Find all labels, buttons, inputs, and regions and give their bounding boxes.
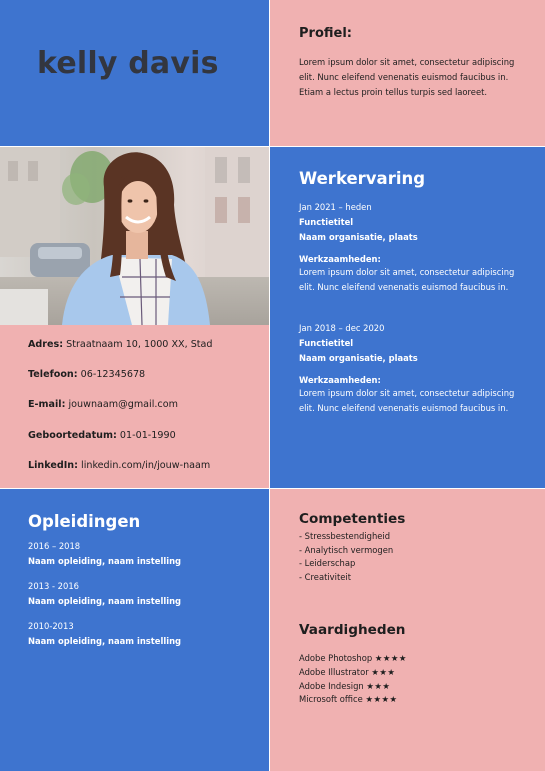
work-experience-section <box>270 147 545 488</box>
job-duties-label: Werkzaamheden: <box>299 375 381 385</box>
competency-item: - Creativiteit <box>299 571 352 582</box>
work-title: Werkervaring <box>299 169 426 188</box>
contact-label: Geboortedatum: <box>28 429 117 441</box>
skills-section <box>270 489 545 771</box>
contact-value: Straatnaam 10, 1000 XX, Stad <box>66 339 213 350</box>
education-section <box>0 489 269 771</box>
education-name: Naam opleiding, naam instelling <box>28 635 182 646</box>
job-function: Functietitel <box>299 338 354 348</box>
contact-section <box>0 325 269 488</box>
skill-rating-stars: ★★★★ <box>374 653 407 664</box>
contact-value: 06-12345678 <box>80 369 146 381</box>
skill-name: Adobe Indesign <box>299 680 364 691</box>
contact-email <box>28 399 269 429</box>
competency-item: - Analytisch vermogen <box>299 544 394 555</box>
skill-item <box>299 680 527 694</box>
education-period: 2013 - 2016 <box>28 581 79 591</box>
skills-list <box>299 652 527 706</box>
job-duties: Lorem ipsum dolor sit amet, consectetur adipiscing elit. Nunc eleifend venenatis euismod faucibus in. <box>299 388 515 413</box>
job-period: Jan 2018 – dec 2020 <box>299 323 385 333</box>
job-duties-label: Werkzaamheden: <box>299 254 381 264</box>
education-name: Naam opleiding, naam instelling <box>28 595 182 606</box>
job-organisation: Naam organisatie, plaats <box>299 353 418 363</box>
contact-value: jouwnaam@gmail.com <box>68 399 178 411</box>
job-duties: Lorem ipsum dolor sit amet, consectetur adipiscing elit. Nunc eleifend venenatis euismod faucibus in. <box>299 267 515 292</box>
education-entry <box>28 619 259 648</box>
competency-item: - Stressbestendigheid <box>299 531 391 541</box>
job-function: Functietitel <box>299 217 354 227</box>
skill-name: Adobe Photoshop <box>299 653 373 664</box>
skills-title: Vaardigheden <box>299 622 406 639</box>
skill-name: Microsoft office <box>299 694 363 705</box>
job-entry <box>299 200 525 295</box>
education-period: 2016 – 2018 <box>28 541 81 551</box>
skill-rating-stars: ★★★★ <box>365 694 398 705</box>
skill-rating-stars: ★★★ <box>366 680 391 691</box>
contact-address <box>28 339 269 369</box>
education-entry <box>28 579 259 608</box>
competency-item: - Leiderschap <box>299 558 356 569</box>
job-period: Jan 2021 – heden <box>299 202 372 212</box>
contact-birthdate <box>28 430 269 460</box>
contact-label: LinkedIn: <box>28 459 78 471</box>
competencies-list <box>299 530 527 584</box>
job-entry <box>299 321 525 416</box>
profile-photo <box>0 147 269 325</box>
education-period: 2010-2013 <box>28 621 74 631</box>
candidate-name: kelly davis <box>37 46 219 81</box>
contact-label: Telefoon: <box>28 369 78 381</box>
skill-rating-stars: ★★★ <box>371 666 396 677</box>
profile-title: Profiel: <box>299 26 352 41</box>
skill-item <box>299 693 527 707</box>
education-entry <box>28 539 259 568</box>
contact-phone <box>28 369 269 399</box>
contact-value: linkedin.com/in/jouw-naam <box>81 459 211 471</box>
contact-value: 01-01-1990 <box>119 429 176 441</box>
profile-text: Lorem ipsum dolor sit amet, consectetur adipiscing elit. Nunc eleifend venenatis euismod faucibus in. Etiam a lectus proin tellus turpis sed laoreet. <box>299 57 515 97</box>
contact-label: Adres: <box>28 339 64 350</box>
skill-name: Adobe Illustrator <box>299 666 369 677</box>
competencies-title: Competenties <box>299 511 406 527</box>
contact-label: E-mail: <box>28 399 66 411</box>
education-name: Naam opleiding, naam instelling <box>28 555 182 566</box>
education-title: Opleidingen <box>28 512 141 531</box>
skill-item <box>299 666 527 680</box>
profile-section <box>270 0 545 146</box>
skill-item <box>299 652 527 666</box>
name-block <box>0 0 269 146</box>
job-organisation: Naam organisatie, plaats <box>299 232 418 242</box>
contact-linkedin <box>28 460 269 488</box>
